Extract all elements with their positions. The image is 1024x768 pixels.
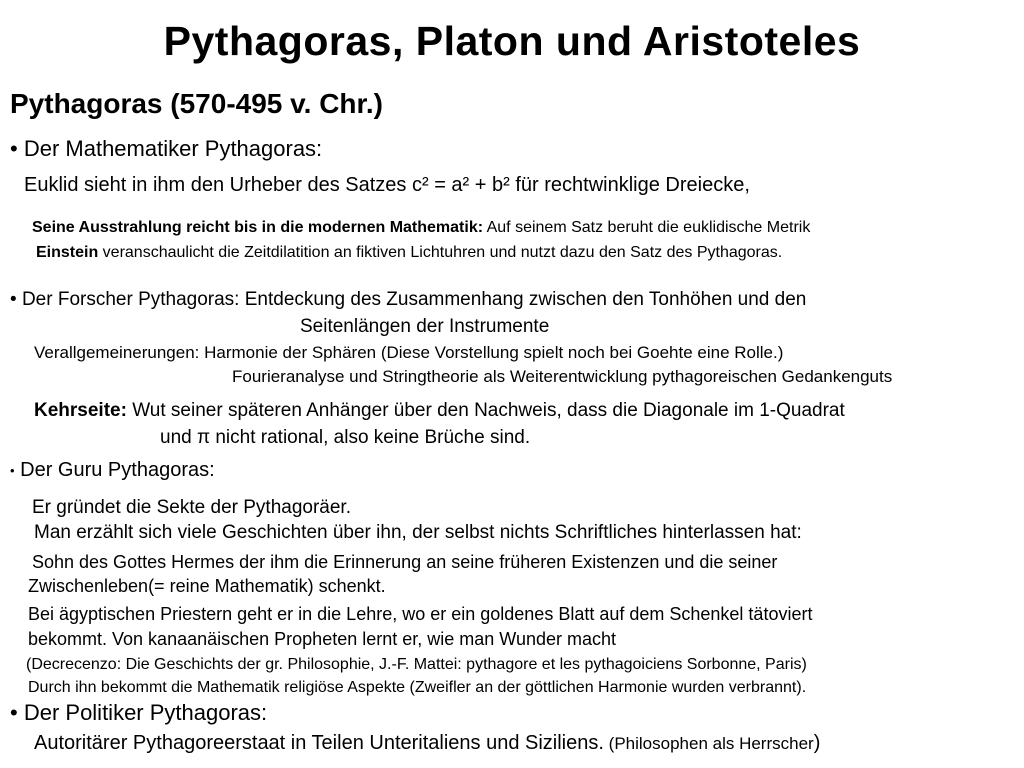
bullet-forscher — [10, 289, 806, 311]
heading-politiker: Der Politiker Pythagoras: — [23, 700, 268, 725]
text-zwischenleben: Zwischenleben(= reine Mathematik) schenkt. — [28, 576, 386, 596]
text-sekte: Er gründet die Sekte der Pythagoräer. — [32, 497, 351, 518]
heading-forscher: Der Forscher Pythagoras: Entdeckung des Zusammenhang zwischen den Tonhöhen und den — [21, 289, 807, 310]
text-einstein — [36, 244, 782, 262]
label-einstein: Einstein — [36, 244, 99, 261]
text-pythagoreerstaat — [34, 732, 820, 755]
bullet-icon: • — [10, 136, 18, 161]
text-philosophen-herrscher: (Philosophen als Herrscher — [603, 734, 814, 753]
bullet-guru — [10, 459, 215, 482]
text-quelle: (Decrecenzo: Die Geschichts der gr. Philosophie, J.-F. Mattei: pythagore et les pythagoiciens Sorbonne, Paris) — [26, 656, 807, 673]
text-fourieranalyse: Fourieranalyse und Stringtheorie als Weiterentwicklung pythagoreischen Gedankenguts — [232, 367, 893, 386]
slide-subtitle: Pythagoras (570-495 v. Chr.) — [10, 88, 383, 119]
text-metrik: Auf seinem Satz beruht die euklidische Metrik — [483, 219, 811, 236]
heading-mathematiker: Der Mathematiker Pythagoras: — [23, 136, 323, 161]
text-verallgemeinerungen: Verallgemeinerungen: Harmonie der Sphären (Diese Vorstellung spielt noch bei Goehte eine Rolle.) — [34, 343, 784, 362]
text-zeitdilatation: veranschaulicht die Zeitdilatition an fiktiven Lichtuhren und nutzt dazu den Satz des Pythagoras. — [98, 244, 783, 261]
bullet-mathematiker — [10, 136, 322, 162]
text-ausstrahlung — [32, 219, 810, 237]
text-geschichten: Man erzählt sich viele Geschichten über ihn, der selbst nichts Schriftliches hinterlassen hat: — [34, 522, 802, 543]
text-close-paren: ) — [813, 732, 821, 754]
text-euklid: Euklid sieht in ihm den Urheber des Satzes c² = a² + b² für rechtwinklige Dreiecke, — [24, 174, 750, 196]
bullet-icon: • — [10, 289, 17, 310]
text-staat-main: Autoritärer Pythagoreerstaat in Teilen Unteritaliens und Siziliens. — [34, 732, 604, 754]
text-pi-irrational: und π nicht rational, also keine Brüche sind. — [160, 427, 531, 448]
heading-forscher-cont: Seitenlängen der Instrumente — [300, 316, 550, 337]
text-priester: Bei ägyptischen Priestern geht er in die Lehre, wo er ein goldenes Blatt auf dem Schenkel tätoviert — [28, 604, 813, 624]
slide-title: Pythagoras, Platon und Aristoteles — [163, 18, 861, 64]
label-ausstrahlung: Seine Ausstrahlung reicht bis in die modernen Mathematik: — [32, 219, 484, 236]
text-religioese-aspekte: Durch ihn bekommt die Mathematik religiöse Aspekte (Zweifler an der göttlichen Harmonie wurden verbrannt). — [28, 679, 807, 696]
text-propheten: bekommt. Von kanaanäischen Propheten lernt er, wie man Wunder macht — [28, 629, 616, 649]
text-kehrseite — [34, 400, 845, 422]
bullet-politiker — [10, 700, 267, 726]
heading-guru: Der Guru Pythagoras: — [20, 459, 215, 481]
label-kehrseite: Kehrseite: — [34, 400, 127, 421]
text-hermes: Sohn des Gottes Hermes der ihm die Erinnerung an seine früheren Existenzen und die seiner — [32, 552, 778, 572]
bullet-icon: • — [10, 700, 18, 725]
bullet-icon: • — [10, 463, 15, 479]
text-wut: Wut seiner späteren Anhänger über den Nachweis, dass die Diagonale im 1-Quadrat — [126, 400, 845, 421]
